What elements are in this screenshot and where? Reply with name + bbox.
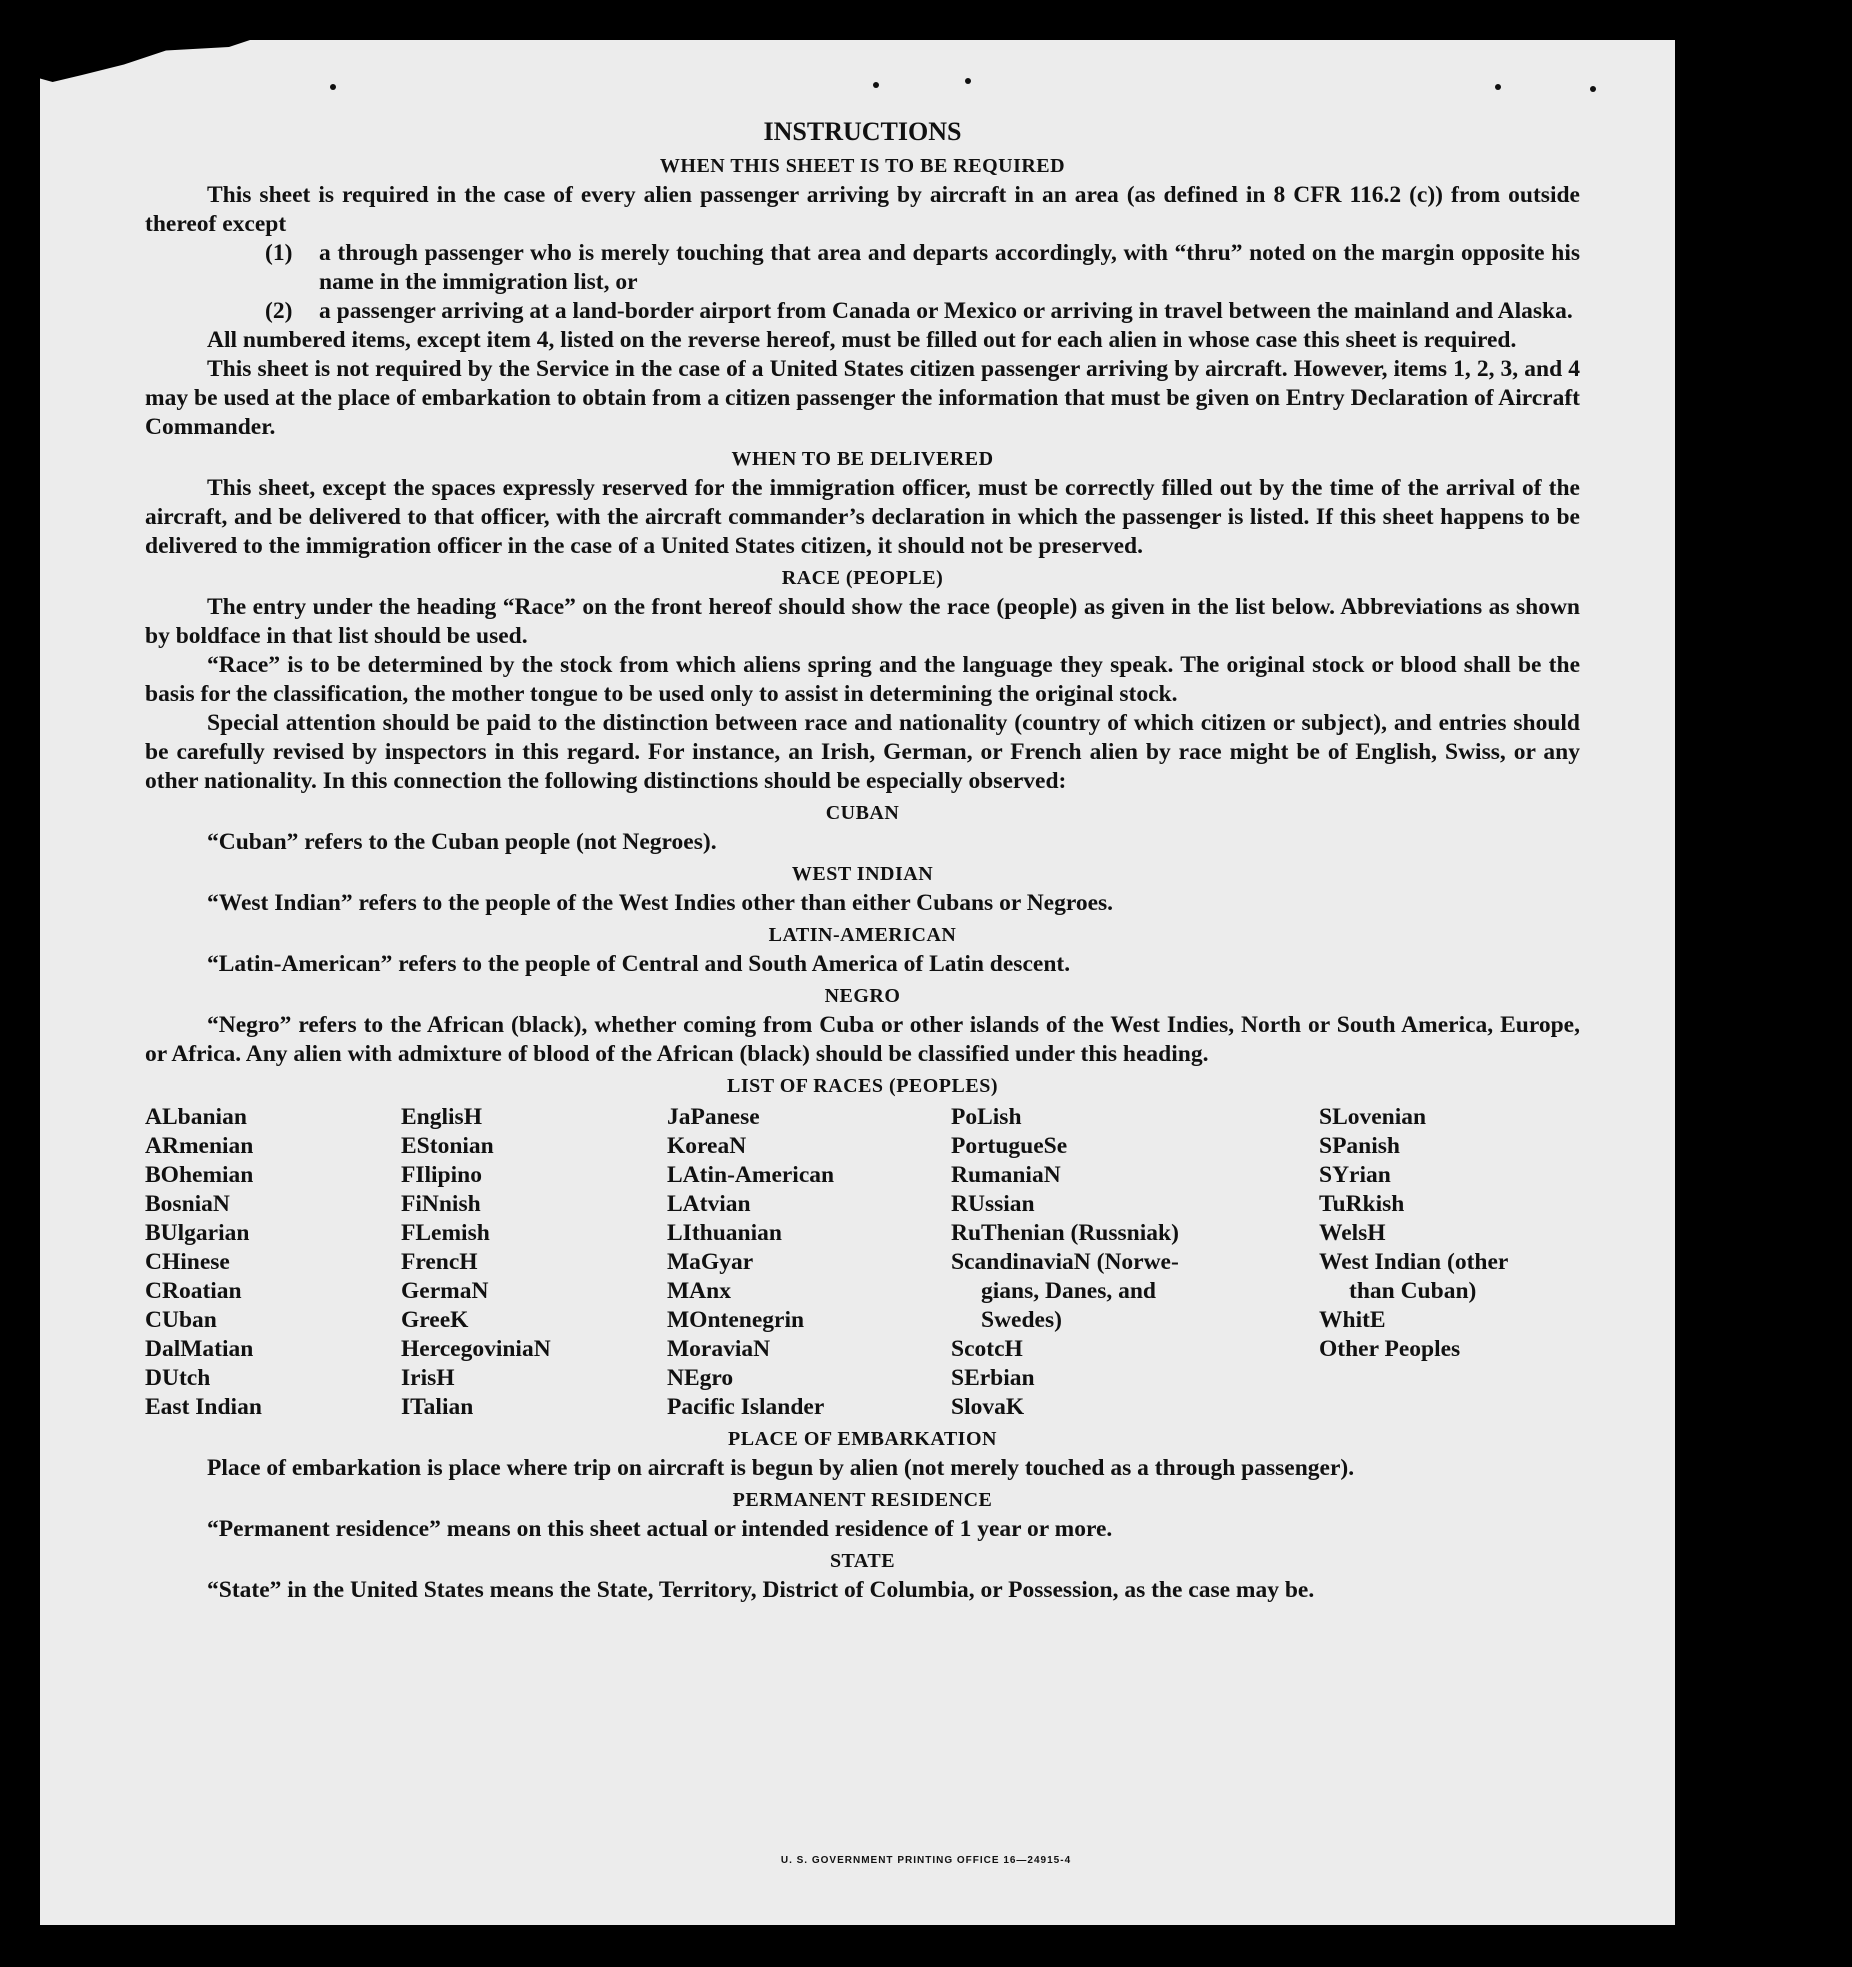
race-entry: GermaN — [401, 1278, 489, 1304]
instructions-document — [145, 115, 1580, 1605]
section-heading: WHEN THIS SHEET IS TO BE REQUIRED — [659, 155, 1066, 177]
race-entry: East Indian — [145, 1394, 262, 1420]
race-entry: FrencH — [401, 1249, 478, 1275]
race-entry: BosniaN — [145, 1191, 230, 1217]
paragraph: “State” in the United States means the State, Territory, District of Columbia, or Possession, as the case may be. — [207, 1577, 1315, 1603]
section-heading: WEST INDIAN — [791, 863, 934, 885]
paragraph: This sheet, except the spaces expressly reserved for the immigration officer, must be correctly filled out by the time of the arrival of the aircraft, and be delivered to that officer, with the aircraft commander’s declaration in which the passenger is listed. If this sheet happens to be delivered to the immigration officer in the case of a United States citizen, it should not be preserved. — [145, 475, 1580, 559]
race-entry: West Indian (other — [1319, 1249, 1509, 1275]
race-entry: CHinese — [145, 1249, 230, 1275]
race-entry: DalMatian — [145, 1336, 254, 1362]
race-entry: PortugueSe — [951, 1133, 1068, 1159]
race-entry: ScandinaviaN (Norwe- — [951, 1249, 1179, 1275]
race-entry: GreeK — [401, 1307, 469, 1333]
race-entry: WhitE — [1319, 1307, 1386, 1333]
numbered-item — [145, 297, 1580, 326]
race-entry: WelsH — [1319, 1220, 1386, 1246]
punch-mark — [1495, 84, 1501, 90]
punch-mark — [873, 82, 879, 88]
race-entry: MAnx — [667, 1278, 731, 1304]
section-heading: WHEN TO BE DELIVERED — [731, 448, 994, 470]
paragraph: “Permanent residence” means on this sheet actual or intended residence of 1 year or more. — [207, 1516, 1113, 1542]
paragraph: This sheet is required in the case of every alien passenger arriving by aircraft in an area (as defined in 8 CFR 116.2 (c)) from outside thereof except — [145, 182, 1580, 237]
race-entry-continued: Swedes) — [981, 1307, 1062, 1333]
section-heading: PLACE OF EMBARKATION — [728, 1428, 997, 1450]
race-entry: FIlipino — [401, 1162, 482, 1188]
paragraph: “Negro” refers to the African (black), whether coming from Cuba or other islands of the West Indies, North or South America, Europe, or Africa. Any alien with admixture of blood of the African (black) should be classified under this heading. — [145, 1012, 1580, 1067]
race-entry: LAtvian — [667, 1191, 751, 1217]
section-heading: LIST OF RACES (PEOPLES) — [726, 1075, 998, 1097]
race-column — [951, 1103, 1319, 1422]
race-entry: NEgro — [667, 1365, 734, 1391]
race-entry-continued: than Cuban) — [1349, 1278, 1477, 1304]
item-number: (1) — [265, 240, 293, 266]
section-heading: NEGRO — [824, 985, 901, 1007]
race-entry: PoLish — [951, 1104, 1022, 1130]
race-entry: KoreaN — [667, 1133, 747, 1159]
paragraph: Special attention should be paid to the distinction between race and nationality (country of which citizen or subject), and entries should be carefully revised by inspectors in this regard. For instance, an Irish, German, or French alien by race might be of English, Swiss, or any other nationality. In this connection the following distinctions should be especially observed: — [145, 710, 1580, 794]
race-entry: FiNnish — [401, 1191, 481, 1217]
race-entry: SPanish — [1319, 1133, 1400, 1159]
section-heading: LATIN-AMERICAN — [768, 924, 957, 946]
punch-mark — [1590, 86, 1596, 92]
race-entry: BUlgarian — [145, 1220, 250, 1246]
section-heading: PERMANENT RESIDENCE — [732, 1489, 993, 1511]
race-entry: MoraviaN — [667, 1336, 771, 1362]
paragraph: “West Indian” refers to the people of the West Indies other than either Cubans or Negroes. — [207, 890, 1114, 916]
section-heading: CUBAN — [825, 802, 900, 824]
race-entry: TuRkish — [1319, 1191, 1405, 1217]
race-entry: MOntenegrin — [667, 1307, 805, 1333]
page-title: INSTRUCTIONS — [763, 117, 962, 146]
race-list — [145, 1103, 1580, 1422]
race-entry: RumaniaN — [951, 1162, 1061, 1188]
race-entry: EnglisH — [401, 1104, 482, 1130]
race-entry: BOhemian — [145, 1162, 254, 1188]
punch-mark — [330, 84, 336, 90]
paragraph: Place of embarkation is place where trip on aircraft is begun by alien (not merely touched as a through passenger). — [207, 1455, 1355, 1481]
race-entry: Pacific Islander — [667, 1394, 825, 1420]
numbered-item — [145, 239, 1580, 297]
race-entry: SErbian — [951, 1365, 1035, 1391]
race-entry: SlovaK — [951, 1394, 1025, 1420]
race-entry: IrisH — [401, 1365, 455, 1391]
race-entry-continued: gians, Danes, and — [981, 1278, 1156, 1304]
race-entry: RUssian — [951, 1191, 1035, 1217]
item-text: a passenger arriving at a land-border airport from Canada or Mexico or arriving in travel between the mainland and Alaska. — [319, 298, 1573, 324]
paragraph: “Cuban” refers to the Cuban people (not Negroes). — [207, 829, 717, 855]
item-number: (2) — [265, 298, 293, 324]
race-entry: RuThenian (Russniak) — [951, 1220, 1179, 1246]
race-entry: CRoatian — [145, 1278, 242, 1304]
paragraph: “Race” is to be determined by the stock from which aliens spring and the language they speak. The original stock or blood shall be the basis for the classification, the mother tongue to be used only to assist in determining the original stock. — [145, 652, 1580, 707]
race-column — [401, 1103, 667, 1422]
race-entry: FLemish — [401, 1220, 490, 1246]
race-entry: EStonian — [401, 1133, 494, 1159]
race-entry: SLovenian — [1319, 1104, 1427, 1130]
section-heading: RACE (PEOPLE) — [781, 567, 944, 589]
race-entry: ARmenian — [145, 1133, 254, 1159]
section-heading: STATE — [829, 1550, 896, 1572]
race-entry: MaGyar — [667, 1249, 754, 1275]
item-text: a through passenger who is merely touching that area and departs accordingly, with “thru” noted on the margin opposite his name in the immigration list, or — [319, 240, 1580, 295]
race-column — [1319, 1103, 1579, 1422]
paragraph: “Latin-American” refers to the people of Central and South America of Latin descent. — [207, 951, 1071, 977]
race-column — [145, 1103, 401, 1422]
printer-imprint: U. S. GOVERNMENT PRINTING OFFICE 16—24915-4 — [780, 1855, 1072, 1866]
race-entry: Other Peoples — [1319, 1336, 1461, 1362]
race-entry: JaPanese — [667, 1104, 760, 1130]
race-column — [667, 1103, 951, 1422]
paragraph: This sheet is not required by the Service in the case of a United States citizen passenger arriving by aircraft. However, items 1, 2, 3, and 4 may be used at the place of embarkation to obtain from a citizen passenger the information that must be given on Entry Declaration of Aircraft Commander. — [145, 356, 1580, 440]
punch-mark — [965, 78, 971, 84]
race-entry: LIthuanian — [667, 1220, 782, 1246]
paragraph: The entry under the heading “Race” on the front hereof should show the race (people) as given in the list below. Abbreviations as shown by boldface in that list should be used. — [145, 594, 1580, 649]
race-entry: ALbanian — [145, 1104, 247, 1130]
race-entry: DUtch — [145, 1365, 211, 1391]
race-entry: LAtin-American — [667, 1162, 835, 1188]
race-entry: SYrian — [1319, 1162, 1391, 1188]
race-entry: CUban — [145, 1307, 217, 1333]
race-entry: ScotcH — [951, 1336, 1023, 1362]
race-entry: ITalian — [401, 1394, 474, 1420]
race-entry: HercegoviniaN — [401, 1336, 551, 1362]
paragraph: All numbered items, except item 4, listed on the reverse hereof, must be filled out for each alien in whose case this sheet is required. — [207, 327, 1517, 353]
